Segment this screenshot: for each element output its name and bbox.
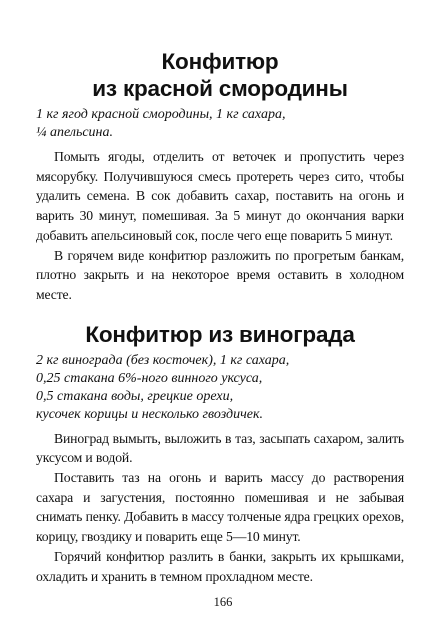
ingredient-line: 0,5 стакана воды, грецкие орехи, — [36, 388, 234, 404]
ingredients-list — [36, 352, 404, 424]
ingredient-line: ¼ апельсина. — [36, 125, 113, 140]
recipe-title — [36, 48, 404, 102]
ingredient-line: 1 кг ягод красной смородины, 1 кг сахара, — [36, 107, 286, 122]
ingredients-list — [36, 106, 404, 142]
ingredient-line: 2 кг винограда (без косточек), 1 кг сахара, — [36, 352, 290, 368]
recipe-title-line: Конфитюр из винограда — [85, 321, 355, 347]
instruction-paragraph: В горячем виде конфитюр разложить по прогретым банкам, плотно закрыть и на некоторое время оставить в холодном месте. — [36, 247, 404, 302]
recipe-title-line: Конфитюр — [161, 49, 279, 74]
recipe-grape — [36, 321, 404, 587]
ingredient-line: кусочек корицы и несколько гвоздичек. — [36, 406, 264, 422]
recipe-currant — [36, 48, 404, 305]
instruction-paragraph: Горячий конфитюр разлить в банки, закрыть их крышками, охладить и хранить в темном прохладном месте. — [36, 548, 404, 584]
recipe-title — [36, 321, 404, 348]
page-number: 166 — [213, 595, 233, 609]
instruction-paragraph: Помыть ягоды, отделить от веточек и пропустить через мясорубку. Получившуюся смесь протереть через сито, чтобы удалить семена. В сок добавить сахар, поставить на огонь и варить 30 минут, помешивая. За 5 минут до окончания варки добавить апельсиновый сок, после чего еще поварить 5 минут. — [36, 149, 404, 243]
instruction-paragraph: Виноград вымыть, выложить в таз, засыпать сахаром, залить уксусом и водой. — [36, 430, 404, 466]
ingredient-line: 0,25 стакана 6%-ного винного уксуса, — [36, 370, 263, 386]
instruction-paragraph: Поставить таз на огонь и варить массу до растворения сахара и загустения, постоянно помешивая и не забывая снимать пенку. Добавить в массу толченые ядра грецких орехов, корицу, гвоздику и поварить еще 5—10 минут. — [36, 470, 404, 545]
page-content — [36, 48, 404, 586]
recipe-title-line: из красной смородины — [92, 76, 348, 101]
